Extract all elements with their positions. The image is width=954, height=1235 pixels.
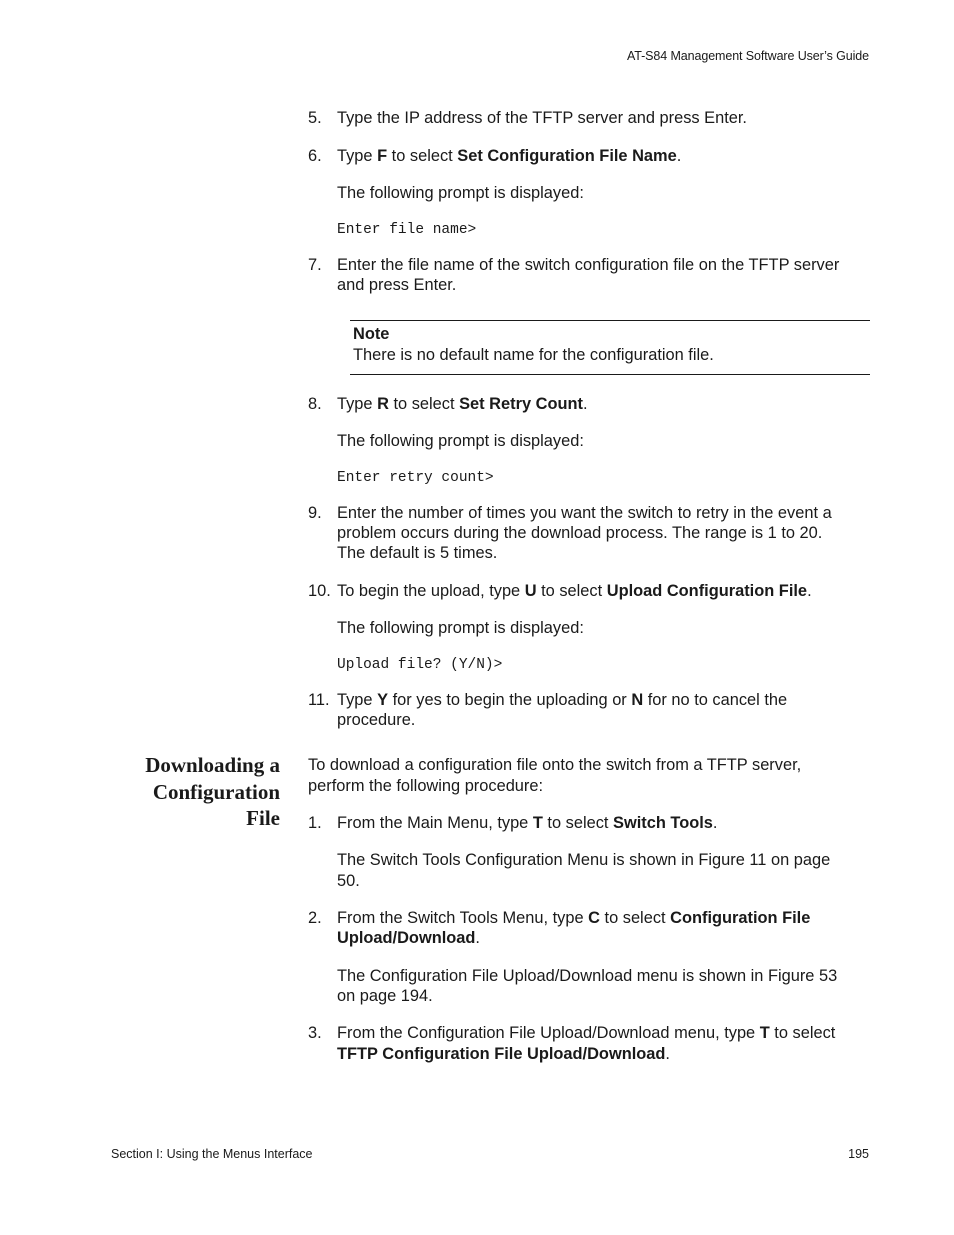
step-text: Type the IP address of the TFTP server and press Enter. — [337, 109, 747, 127]
option-name: Set Configuration File Name — [457, 147, 677, 165]
prompt-label: The following prompt is displayed: — [337, 619, 584, 637]
step-number: 8. — [308, 395, 322, 413]
prompt-code: Enter file name> — [337, 222, 477, 238]
step-number: 6. — [308, 147, 322, 165]
step-text: From the Configuration File Upload/Download menu, type T to select — [337, 1024, 836, 1042]
step-number: 10. — [308, 582, 331, 600]
step-text-line: Upload/Download. — [337, 929, 480, 947]
step-description: on page 194. — [337, 987, 433, 1005]
step-text: From the Main Menu, type T to select Switch Tools. — [337, 814, 718, 832]
key-letter: Y — [377, 691, 389, 709]
step-number: 7. — [308, 256, 322, 274]
key-letter: U — [524, 582, 537, 600]
key-letter: R — [377, 395, 389, 413]
prompt-code: Enter retry count> — [337, 470, 494, 486]
step-text-line: procedure. — [337, 711, 416, 729]
option-name: Upload/Download — [337, 929, 476, 947]
step-text: Type F to select Set Configuration File Name. — [337, 147, 682, 165]
step-text-line: TFTP Configuration File Upload/Download. — [337, 1045, 670, 1063]
step-description: The Configuration File Upload/Download menu is shown in Figure 53 — [337, 967, 838, 985]
option-name: TFTP Configuration File Upload/Download — [337, 1045, 666, 1063]
step-number: 1. — [308, 814, 322, 832]
option-name: Configuration File — [670, 909, 811, 927]
footer-section: Section I: Using the Menus Interface — [111, 1147, 313, 1161]
step-number: 3. — [308, 1024, 322, 1042]
step-number: 5. — [308, 109, 322, 127]
key-letter: C — [588, 909, 600, 927]
key-letter: T — [759, 1024, 770, 1042]
intro-line: To download a configuration file onto the switch from a TFTP server, — [308, 756, 802, 774]
key-letter: N — [631, 691, 644, 709]
step-description: 50. — [337, 872, 360, 890]
step-text-line: Type Y for yes to begin the uploading or N for no to cancel the — [337, 691, 788, 709]
step-number: 9. — [308, 504, 322, 522]
note-text: There is no default name for the configuration file. — [353, 346, 714, 364]
step-number: 11. — [308, 691, 330, 709]
page-number: 195 — [848, 1147, 869, 1161]
prompt-label: The following prompt is displayed: — [337, 184, 584, 202]
note-box — [350, 320, 870, 375]
step-text-line: The default is 5 times. — [337, 544, 498, 562]
step-text-line: and press Enter. — [337, 276, 457, 294]
step-text: From the Switch Tools Menu, type C to select Configuration File — [337, 909, 811, 927]
prompt-code: Upload file? (Y/N)> — [337, 657, 503, 673]
running-header: AT-S84 Management Software User’s Guide — [626, 49, 869, 63]
step-text-line: problem occurs during the download process. The range is 1 to 20. — [337, 524, 823, 542]
step-text-line: Enter the file name of the switch configuration file on the TFTP server — [337, 256, 840, 274]
section-heading: Downloading a Configuration File — [145, 753, 280, 830]
key-letter: F — [377, 147, 388, 165]
note-title: Note — [353, 325, 390, 343]
step-text: To begin the upload, type U to select Upload Configuration File. — [337, 582, 812, 600]
step-number: 2. — [308, 909, 322, 927]
step-text: Type R to select Set Retry Count. — [337, 395, 588, 413]
option-name: Switch Tools — [613, 814, 713, 832]
intro-line: perform the following procedure: — [308, 777, 544, 795]
step-text-line: Enter the number of times you want the switch to retry in the event a — [337, 504, 832, 522]
option-name: Upload Configuration File — [606, 582, 808, 600]
option-name: Set Retry Count — [459, 395, 583, 413]
prompt-label: The following prompt is displayed: — [337, 432, 584, 450]
key-letter: T — [532, 814, 543, 832]
step-description: The Switch Tools Configuration Menu is shown in Figure 11 on page — [337, 851, 831, 869]
